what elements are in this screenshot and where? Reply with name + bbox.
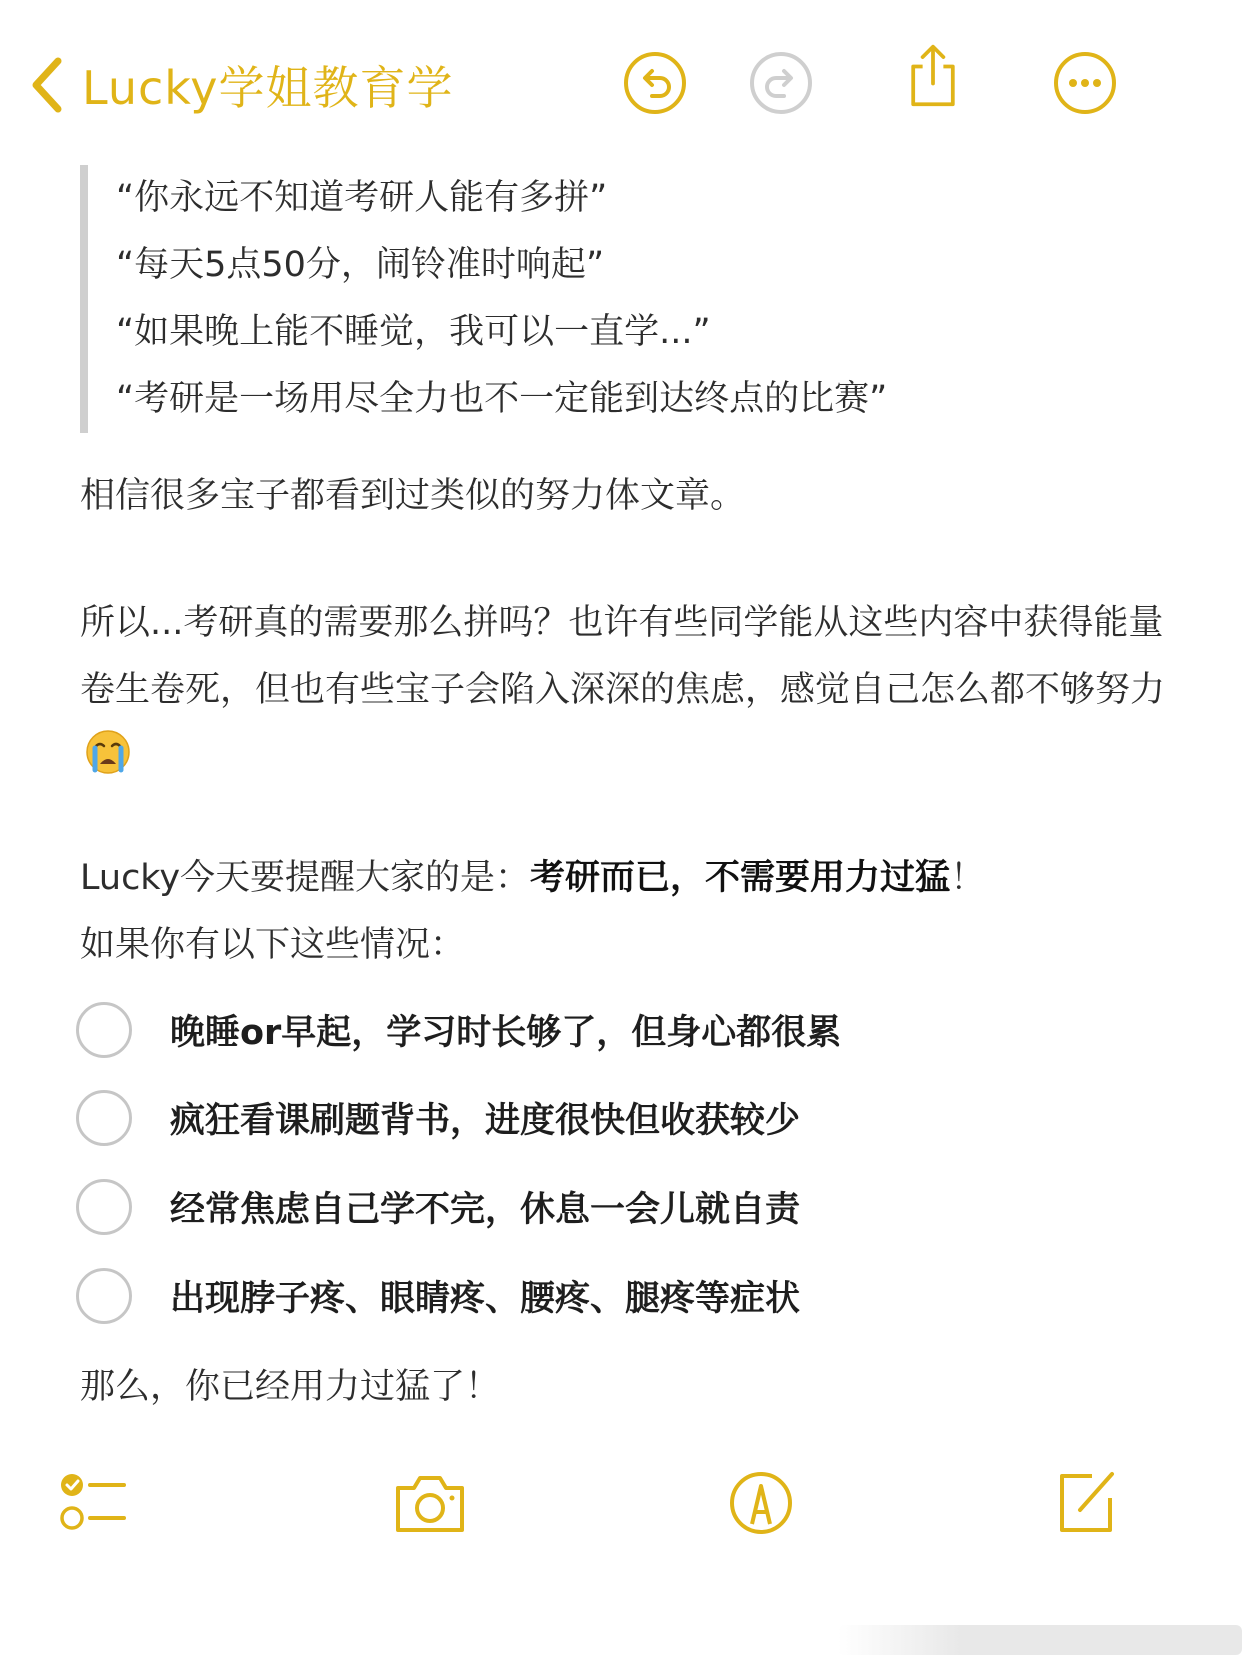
checklist-item-label: 晚睡or早起，学习时长够了，但身心都很累	[170, 1013, 842, 1053]
more-icon[interactable]	[1052, 50, 1118, 116]
paragraph-closing: 那么，你已经用力过猛了！	[80, 1367, 501, 1407]
watermark	[838, 1625, 1242, 1655]
checkbox[interactable]	[76, 1090, 132, 1146]
checklist-item	[76, 1083, 1176, 1153]
quote-line: “考研是一场用尽全力也不一定能到达终点的比赛”	[116, 379, 888, 419]
checkbox[interactable]	[76, 1179, 132, 1235]
redo-icon[interactable]	[748, 50, 814, 116]
checklist-item	[76, 995, 1176, 1065]
undo-icon[interactable]	[622, 50, 688, 116]
reminder-bold: 考研而已，不需要用力过猛	[530, 858, 951, 898]
crying-face-icon	[84, 728, 132, 776]
share-icon[interactable]	[900, 42, 966, 108]
reminder-suffix: ！	[950, 858, 986, 898]
paragraph-reminder	[80, 845, 1180, 979]
checklist-item-label: 出现脖子疼、眼睛疼、腰疼、腿疼等症状	[170, 1279, 801, 1319]
camera-icon[interactable]	[392, 1472, 468, 1536]
paragraph-question	[80, 590, 1180, 791]
checkbox[interactable]	[76, 1002, 132, 1058]
notebook-title: Lucky学姐教育学	[82, 61, 454, 115]
reminder-lead-in: 如果你有以下这些情况：	[80, 925, 466, 965]
paragraph-intro: 相信很多宝子都看到过类似的努力体文章。	[80, 476, 746, 516]
paragraph-question-text: 所以...考研真的需要那么拼吗？也许有些同学能从这些内容中获得能量卷生卷死，但也有些宝子会陷入深深的焦虑，感觉自己怎么都不够努力	[80, 603, 1166, 710]
reminder-prefix: Lucky今天要提醒大家的是：	[80, 858, 531, 898]
quote-line: “如果晚上能不睡觉，我可以一直学...”	[116, 312, 711, 352]
top-navigation-bar	[0, 0, 1242, 150]
checklist-item	[76, 1261, 1176, 1331]
checkbox[interactable]	[76, 1268, 132, 1324]
quote-line: “你永远不知道考研人能有多拼”	[116, 178, 608, 218]
checklist-item-label: 疯狂看课刷题背书，进度很快但收获较少	[170, 1101, 801, 1141]
block-quote	[80, 165, 1216, 433]
checklist-icon[interactable]	[58, 1470, 128, 1536]
back-chevron-icon	[30, 57, 64, 113]
quote-line: “每天5点50分，闹铃准时响起”	[116, 245, 605, 285]
markup-pen-icon[interactable]	[728, 1470, 794, 1536]
checklist-item	[76, 1172, 1176, 1242]
compose-icon[interactable]	[1056, 1466, 1120, 1536]
checklist-item-label: 经常焦虑自己学不完，休息一会儿就自责	[170, 1190, 801, 1230]
back-button[interactable]	[30, 50, 454, 120]
